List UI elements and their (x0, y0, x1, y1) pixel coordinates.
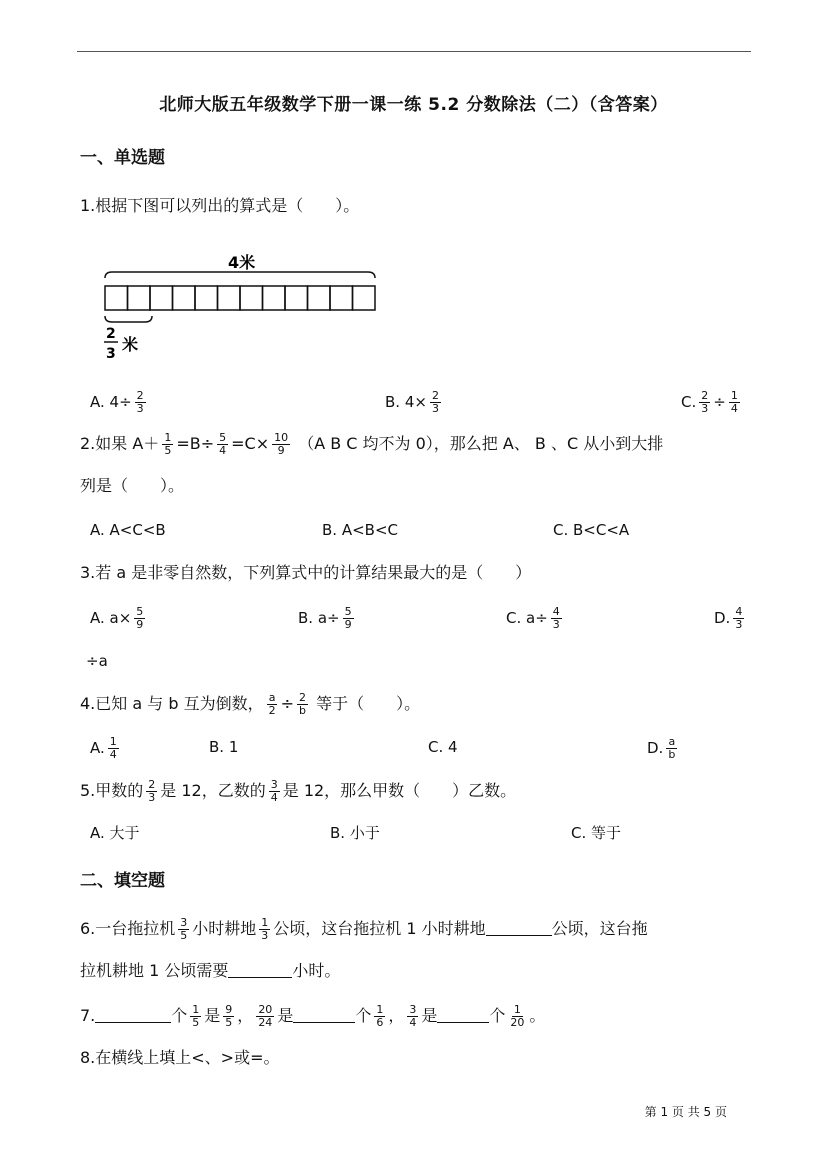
figure-segment (105, 286, 128, 310)
figure-part-num: 2 (106, 326, 116, 342)
figure-segment (263, 286, 286, 310)
question-5-option-b[interactable]: B. 小于 (330, 824, 380, 842)
figure-total-label: 4米 (228, 253, 256, 272)
answer-blank[interactable] (293, 1006, 355, 1023)
header-rule (77, 51, 751, 52)
figure-segment (240, 286, 263, 310)
figure-segment (308, 286, 331, 310)
figure-segment (195, 286, 218, 310)
question-6-text-line2: 拉机耕地 1 公顷需要 小时。 (80, 961, 341, 980)
question-3-option-c[interactable]: C. a÷ $\frac{4}{3}$ (506, 605, 560, 631)
question-3-option-a[interactable]: A. a× $\frac{5}{9}$ (90, 605, 144, 631)
fraction: $\frac{2}{3}$ (136, 389, 144, 415)
page-title: 北师大版五年级数学下册一课一练 5.2 分数除法（二）（含答案） (159, 95, 668, 115)
answer-blank[interactable] (228, 961, 292, 978)
question-4-option-b[interactable]: B. 1 (209, 738, 239, 756)
question-1-option-b[interactable]: B. 4× $\frac{2}{3}$ (385, 389, 439, 415)
figure-segment (330, 286, 353, 310)
question-6-text: 6.一台拖拉机 $\frac{3}{5}$ 小时耕地 $\frac{1}{3}$ 公顷，这台拖拉机 1 小时耕地 公顷，这台拖 (80, 916, 648, 942)
figure-part-unit: 米 (122, 335, 139, 354)
answer-blank[interactable] (437, 1006, 489, 1023)
answer-blank[interactable] (486, 919, 552, 936)
answer-blank[interactable] (95, 1006, 171, 1023)
question-4-option-c[interactable]: C. 4 (428, 738, 458, 756)
question-3-option-d[interactable]: D. $\frac{4}{3}$ (714, 605, 743, 631)
question-5-text: 5.甲数的 $\frac{2}{3}$ 是 12，乙数的 $\frac{3}{4}$ 是 12，那么甲数（ ）乙数。 (80, 778, 517, 804)
question-2-option-a[interactable]: A. A<C<B (90, 521, 166, 539)
question-1-figure (100, 248, 390, 370)
section-heading-single-choice: 一、单选题 (80, 148, 165, 168)
figure-segment (285, 286, 308, 310)
question-2-option-c[interactable]: C. B<C<A (553, 521, 630, 539)
question-4-option-a[interactable]: A. $\frac{1}{4}$ (90, 735, 117, 761)
fraction: $\frac{2}{3}$ (431, 389, 439, 415)
figure-segment (150, 286, 173, 310)
fraction: $\frac{1}{4}$ (730, 389, 738, 415)
figure-segment (128, 286, 151, 310)
question-1-text: 1.根据下图可以列出的算式是（ ）。 (80, 196, 360, 215)
question-5-option-a[interactable]: A. 大于 (90, 824, 140, 842)
question-3-option-b[interactable]: B. a÷ $\frac{5}{9}$ (298, 605, 352, 631)
question-3-option-d-continued: ÷a (86, 652, 108, 670)
question-2-text-line2: 列是（ ）。 (80, 476, 185, 495)
figure-segment (173, 286, 196, 310)
question-2-text: 2.如果 A＋ $\frac{1}{5}$ =B÷ $\frac{5}{4}$ =C× $\frac{10}{9}$ （A B C 均不为 0），那么把 A、 B 、C 从小到大排 (80, 431, 664, 457)
figure-part-den: 3 (106, 346, 116, 362)
question-1-option-a[interactable]: A. 4÷ $\frac{2}{3}$ (90, 389, 144, 415)
question-3-text: 3.若 a 是非零自然数，下列算式中的计算结果最大的是（ ） (80, 563, 532, 582)
figure-segment (353, 286, 376, 310)
section-heading-fill-blank: 二、填空题 (80, 871, 165, 891)
figure-segment-bar (105, 286, 375, 310)
question-8-text: 8.在横线上填上<、>或=。 (80, 1048, 280, 1067)
figure-segment (218, 286, 241, 310)
question-4-option-d[interactable]: D. $\frac{a}{b}$ (647, 735, 676, 761)
question-5-option-c[interactable]: C. 等于 (571, 824, 622, 842)
question-4-text: 4.已知 a 与 b 互为倒数， $\frac{a}{2}$ ÷ $\frac{2}{b}$ 等于（ ）。 (80, 691, 421, 717)
question-7-text: 7. 个 $\frac{1}{5}$ 是 $\frac{9}{5}$ ， $\frac{20}{24}$ 是 个 $\frac{1}{6}$ ， $\frac{3}{4}$ 是 个 $\frac{1}{20}$ 。 (80, 1003, 546, 1029)
question-2-option-b[interactable]: B. A<B<C (322, 521, 398, 539)
fraction: $\frac{2}{3}$ (701, 389, 709, 415)
page-footer: 第 1 页 共 5 页 (644, 1105, 727, 1119)
question-1-option-c[interactable]: C. $\frac{2}{3}$ ÷ $\frac{1}{4}$ (681, 389, 738, 415)
